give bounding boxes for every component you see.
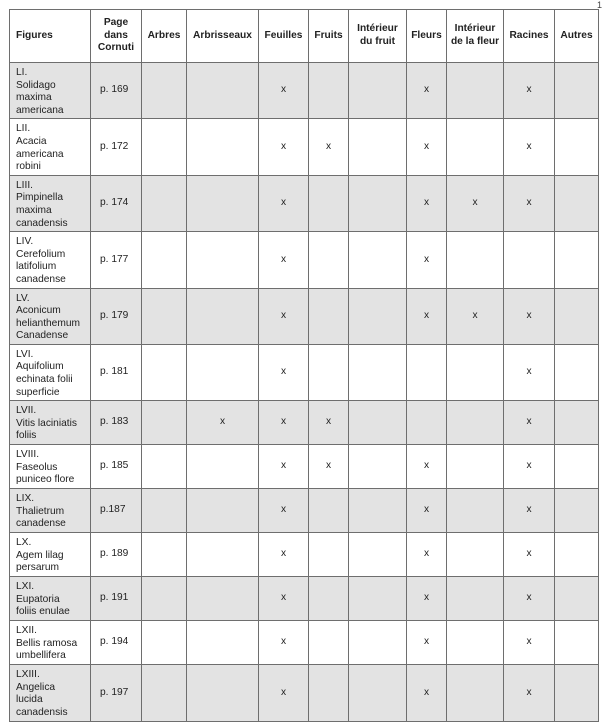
figure-line: LVI. (16, 348, 34, 360)
header-figures: Figures (10, 10, 91, 63)
table-row (10, 232, 599, 288)
mark-cell (349, 175, 407, 231)
mark-cell (555, 232, 599, 288)
page-cell: p. 183 (91, 401, 142, 445)
mark-cell (447, 533, 504, 577)
mark-cell (555, 621, 599, 665)
mark-cell: x (259, 344, 309, 400)
mark-cell: x (504, 63, 555, 119)
page-cell: p. 181 (91, 344, 142, 400)
page-cell: p. 194 (91, 621, 142, 665)
figure-cell (10, 288, 91, 344)
page-number: 1 (596, 0, 602, 10)
figure-line: canadense (16, 273, 66, 285)
mark-cell (187, 288, 259, 344)
figure-line: latifolium (16, 261, 57, 273)
mark-cell (555, 401, 599, 445)
page-cell: p. 179 (91, 288, 142, 344)
figure-line: canadensis (16, 217, 68, 229)
mark-cell (187, 63, 259, 119)
mark-cell (142, 288, 187, 344)
figure-cell (10, 489, 91, 533)
mark-cell (187, 344, 259, 400)
figure-cell (10, 401, 91, 445)
header-row (10, 10, 599, 63)
mark-cell: x (407, 119, 447, 175)
figure-line: Pimpinella (16, 192, 63, 204)
table-row (10, 63, 599, 119)
figure-line: LIII. (16, 179, 33, 191)
mark-cell (407, 344, 447, 400)
figure-line: Aconicum (16, 305, 61, 317)
mark-cell: x (259, 665, 309, 721)
figure-cell (10, 119, 91, 175)
figure-line: LX. (16, 537, 32, 549)
mark-cell: x (504, 119, 555, 175)
mark-cell: x (309, 401, 349, 445)
mark-cell: x (504, 577, 555, 621)
mark-cell (447, 621, 504, 665)
mark-cell (447, 445, 504, 489)
mark-cell (555, 288, 599, 344)
mark-cell (349, 401, 407, 445)
figure-cell (10, 445, 91, 489)
mark-cell (142, 621, 187, 665)
mark-cell (349, 232, 407, 288)
figure-line: LXI. (16, 581, 35, 593)
figure-line: echinata folii (16, 374, 73, 386)
page-cell: p. 191 (91, 577, 142, 621)
mark-cell (555, 63, 599, 119)
header-autres: Autres (555, 10, 599, 63)
table-row (10, 175, 599, 231)
table-row (10, 577, 599, 621)
mark-cell (187, 621, 259, 665)
mark-cell (309, 489, 349, 533)
figure-line: canadense (16, 518, 66, 530)
page-cell: p. 177 (91, 232, 142, 288)
mark-cell (309, 288, 349, 344)
mark-cell (349, 344, 407, 400)
table-row (10, 288, 599, 344)
mark-cell: x (504, 533, 555, 577)
figure-line: LIX. (16, 493, 35, 505)
page-cell: p. 197 (91, 665, 142, 721)
figure-line: Solidago (16, 79, 56, 91)
mark-cell: x (407, 63, 447, 119)
mark-cell (142, 665, 187, 721)
mark-cell (142, 119, 187, 175)
mark-cell: x (504, 401, 555, 445)
table-row (10, 665, 599, 721)
mark-cell (309, 175, 349, 231)
mark-cell (349, 119, 407, 175)
mark-cell: x (447, 288, 504, 344)
header-fruits: Fruits (309, 10, 349, 63)
table-row (10, 533, 599, 577)
figure-line: Angelica (16, 681, 56, 693)
mark-cell (555, 344, 599, 400)
figure-line: americana (16, 148, 64, 160)
mark-cell (447, 665, 504, 721)
figure-line: Thalietrum (16, 505, 65, 517)
mark-cell: x (504, 445, 555, 489)
mark-cell (142, 175, 187, 231)
mark-cell: x (259, 288, 309, 344)
mark-cell: x (187, 401, 259, 445)
mark-cell (309, 533, 349, 577)
mark-cell (447, 119, 504, 175)
mark-cell (447, 577, 504, 621)
mark-cell (187, 577, 259, 621)
mark-cell: x (259, 175, 309, 231)
figure-line: superficie (16, 386, 60, 398)
mark-cell: x (407, 288, 447, 344)
mark-cell: x (259, 63, 309, 119)
page-cell: p. 174 (91, 175, 142, 231)
mark-cell: x (504, 175, 555, 231)
mark-cell (309, 63, 349, 119)
mark-cell (447, 232, 504, 288)
figure-line: Cerefolium (16, 248, 66, 260)
figure-line: LIV. (16, 236, 34, 248)
mark-cell: x (407, 621, 447, 665)
figure-line: maxima (16, 204, 52, 216)
mark-cell (555, 119, 599, 175)
mark-cell: x (504, 665, 555, 721)
figure-line: foliis (16, 430, 37, 442)
mark-cell: x (259, 577, 309, 621)
figure-cell (10, 577, 91, 621)
figure-line: lucida (16, 694, 43, 706)
mark-cell: x (259, 445, 309, 489)
mark-cell: x (309, 119, 349, 175)
mark-cell (142, 401, 187, 445)
mark-cell (555, 175, 599, 231)
mark-cell (555, 445, 599, 489)
figure-line: puniceo flore (16, 474, 75, 486)
mark-cell (187, 489, 259, 533)
figure-cell (10, 175, 91, 231)
header-arbrisseaux: Arbrisseaux (187, 10, 259, 63)
figure-line: canadensis (16, 707, 68, 719)
mark-cell (187, 533, 259, 577)
mark-cell: x (407, 665, 447, 721)
mark-cell: x (407, 445, 447, 489)
figure-cell (10, 344, 91, 400)
mark-cell (187, 665, 259, 721)
mark-cell: x (504, 288, 555, 344)
mark-cell (555, 577, 599, 621)
mark-cell: x (407, 489, 447, 533)
mark-cell: x (407, 577, 447, 621)
figure-cell (10, 533, 91, 577)
table-row (10, 344, 599, 400)
header-feuilles: Feuilles (259, 10, 309, 63)
figure-line: helianthemum (16, 317, 80, 329)
mark-cell (142, 577, 187, 621)
header-arbres: Arbres (142, 10, 187, 63)
mark-cell (349, 621, 407, 665)
mark-cell: x (309, 445, 349, 489)
mark-cell: x (504, 489, 555, 533)
header-racines: Racines (504, 10, 555, 63)
mark-cell (349, 533, 407, 577)
mark-cell: x (407, 533, 447, 577)
mark-cell (349, 288, 407, 344)
mark-cell: x (259, 621, 309, 665)
figure-line: persarum (16, 562, 60, 574)
mark-cell (447, 63, 504, 119)
figure-line: maxima (16, 92, 52, 104)
figure-line: LI. (16, 67, 28, 78)
figure-line: americana (16, 104, 64, 116)
page-cell: p. 185 (91, 445, 142, 489)
figure-line: LXIII. (16, 669, 40, 681)
mark-cell: x (504, 344, 555, 400)
mark-cell (309, 577, 349, 621)
figure-cell (10, 665, 91, 721)
mark-cell: x (259, 119, 309, 175)
table-body (10, 63, 599, 722)
table-row (10, 445, 599, 489)
mark-cell (142, 344, 187, 400)
figure-cell (10, 63, 91, 119)
mark-cell (142, 533, 187, 577)
mark-cell (309, 621, 349, 665)
figure-line: Canadense (16, 330, 69, 342)
header-interieur-fruit: Intérieur du fruit (349, 10, 407, 63)
mark-cell: x (407, 175, 447, 231)
figure-line: Aquifolium (16, 361, 64, 373)
mark-cell (309, 665, 349, 721)
mark-cell (187, 119, 259, 175)
mark-cell (142, 445, 187, 489)
mark-cell: x (504, 621, 555, 665)
table-row (10, 489, 599, 533)
figure-cell (10, 232, 91, 288)
table-row (10, 119, 599, 175)
mark-cell: x (447, 175, 504, 231)
mark-cell (309, 232, 349, 288)
mark-cell (349, 577, 407, 621)
page-cell: p. 169 (91, 63, 142, 119)
table-row (10, 621, 599, 665)
figure-line: Eupatoria (16, 593, 60, 605)
mark-cell: x (259, 489, 309, 533)
header-fleurs: Fleurs (407, 10, 447, 63)
mark-cell (555, 665, 599, 721)
mark-cell (349, 63, 407, 119)
mark-cell (447, 401, 504, 445)
header-interieur-fleur: Intérieur de la fleur (447, 10, 504, 63)
mark-cell (187, 445, 259, 489)
mark-cell (349, 665, 407, 721)
mark-cell (555, 489, 599, 533)
figure-line: LII. (16, 123, 31, 135)
mark-cell (142, 232, 187, 288)
figure-line: robini (16, 161, 41, 173)
mark-cell (142, 63, 187, 119)
figure-line: LVII. (16, 405, 37, 417)
mark-cell (349, 489, 407, 533)
mark-cell (309, 344, 349, 400)
figure-cell (10, 621, 91, 665)
page-cell: p. 189 (91, 533, 142, 577)
figure-line: Acacia (16, 135, 47, 147)
figure-line: Faseolus (16, 461, 58, 473)
mark-cell: x (259, 533, 309, 577)
mark-cell (187, 232, 259, 288)
mark-cell (555, 533, 599, 577)
table-row (10, 401, 599, 445)
figure-line: LV. (16, 292, 30, 304)
mark-cell: x (407, 232, 447, 288)
header-page: Page dans Cornuti (91, 10, 142, 63)
mark-cell (447, 489, 504, 533)
page-cell: p.187 (91, 489, 142, 533)
mark-cell: x (259, 401, 309, 445)
mark-cell: x (259, 232, 309, 288)
figure-line: Agem lilag (16, 549, 64, 561)
mark-cell (349, 445, 407, 489)
figure-line: umbellifera (16, 650, 66, 662)
figure-line: LXII. (16, 625, 37, 637)
figure-line: LVIII. (16, 449, 40, 461)
mark-cell (407, 401, 447, 445)
mark-cell (142, 489, 187, 533)
mark-cell (504, 232, 555, 288)
mark-cell (447, 344, 504, 400)
mark-cell (187, 175, 259, 231)
figure-line: Bellis ramosa (16, 637, 78, 649)
figures-table (9, 9, 599, 722)
figure-line: foliis enulae (16, 606, 70, 618)
figure-line: Vitis laciniatis (16, 417, 77, 429)
page-cell: p. 172 (91, 119, 142, 175)
